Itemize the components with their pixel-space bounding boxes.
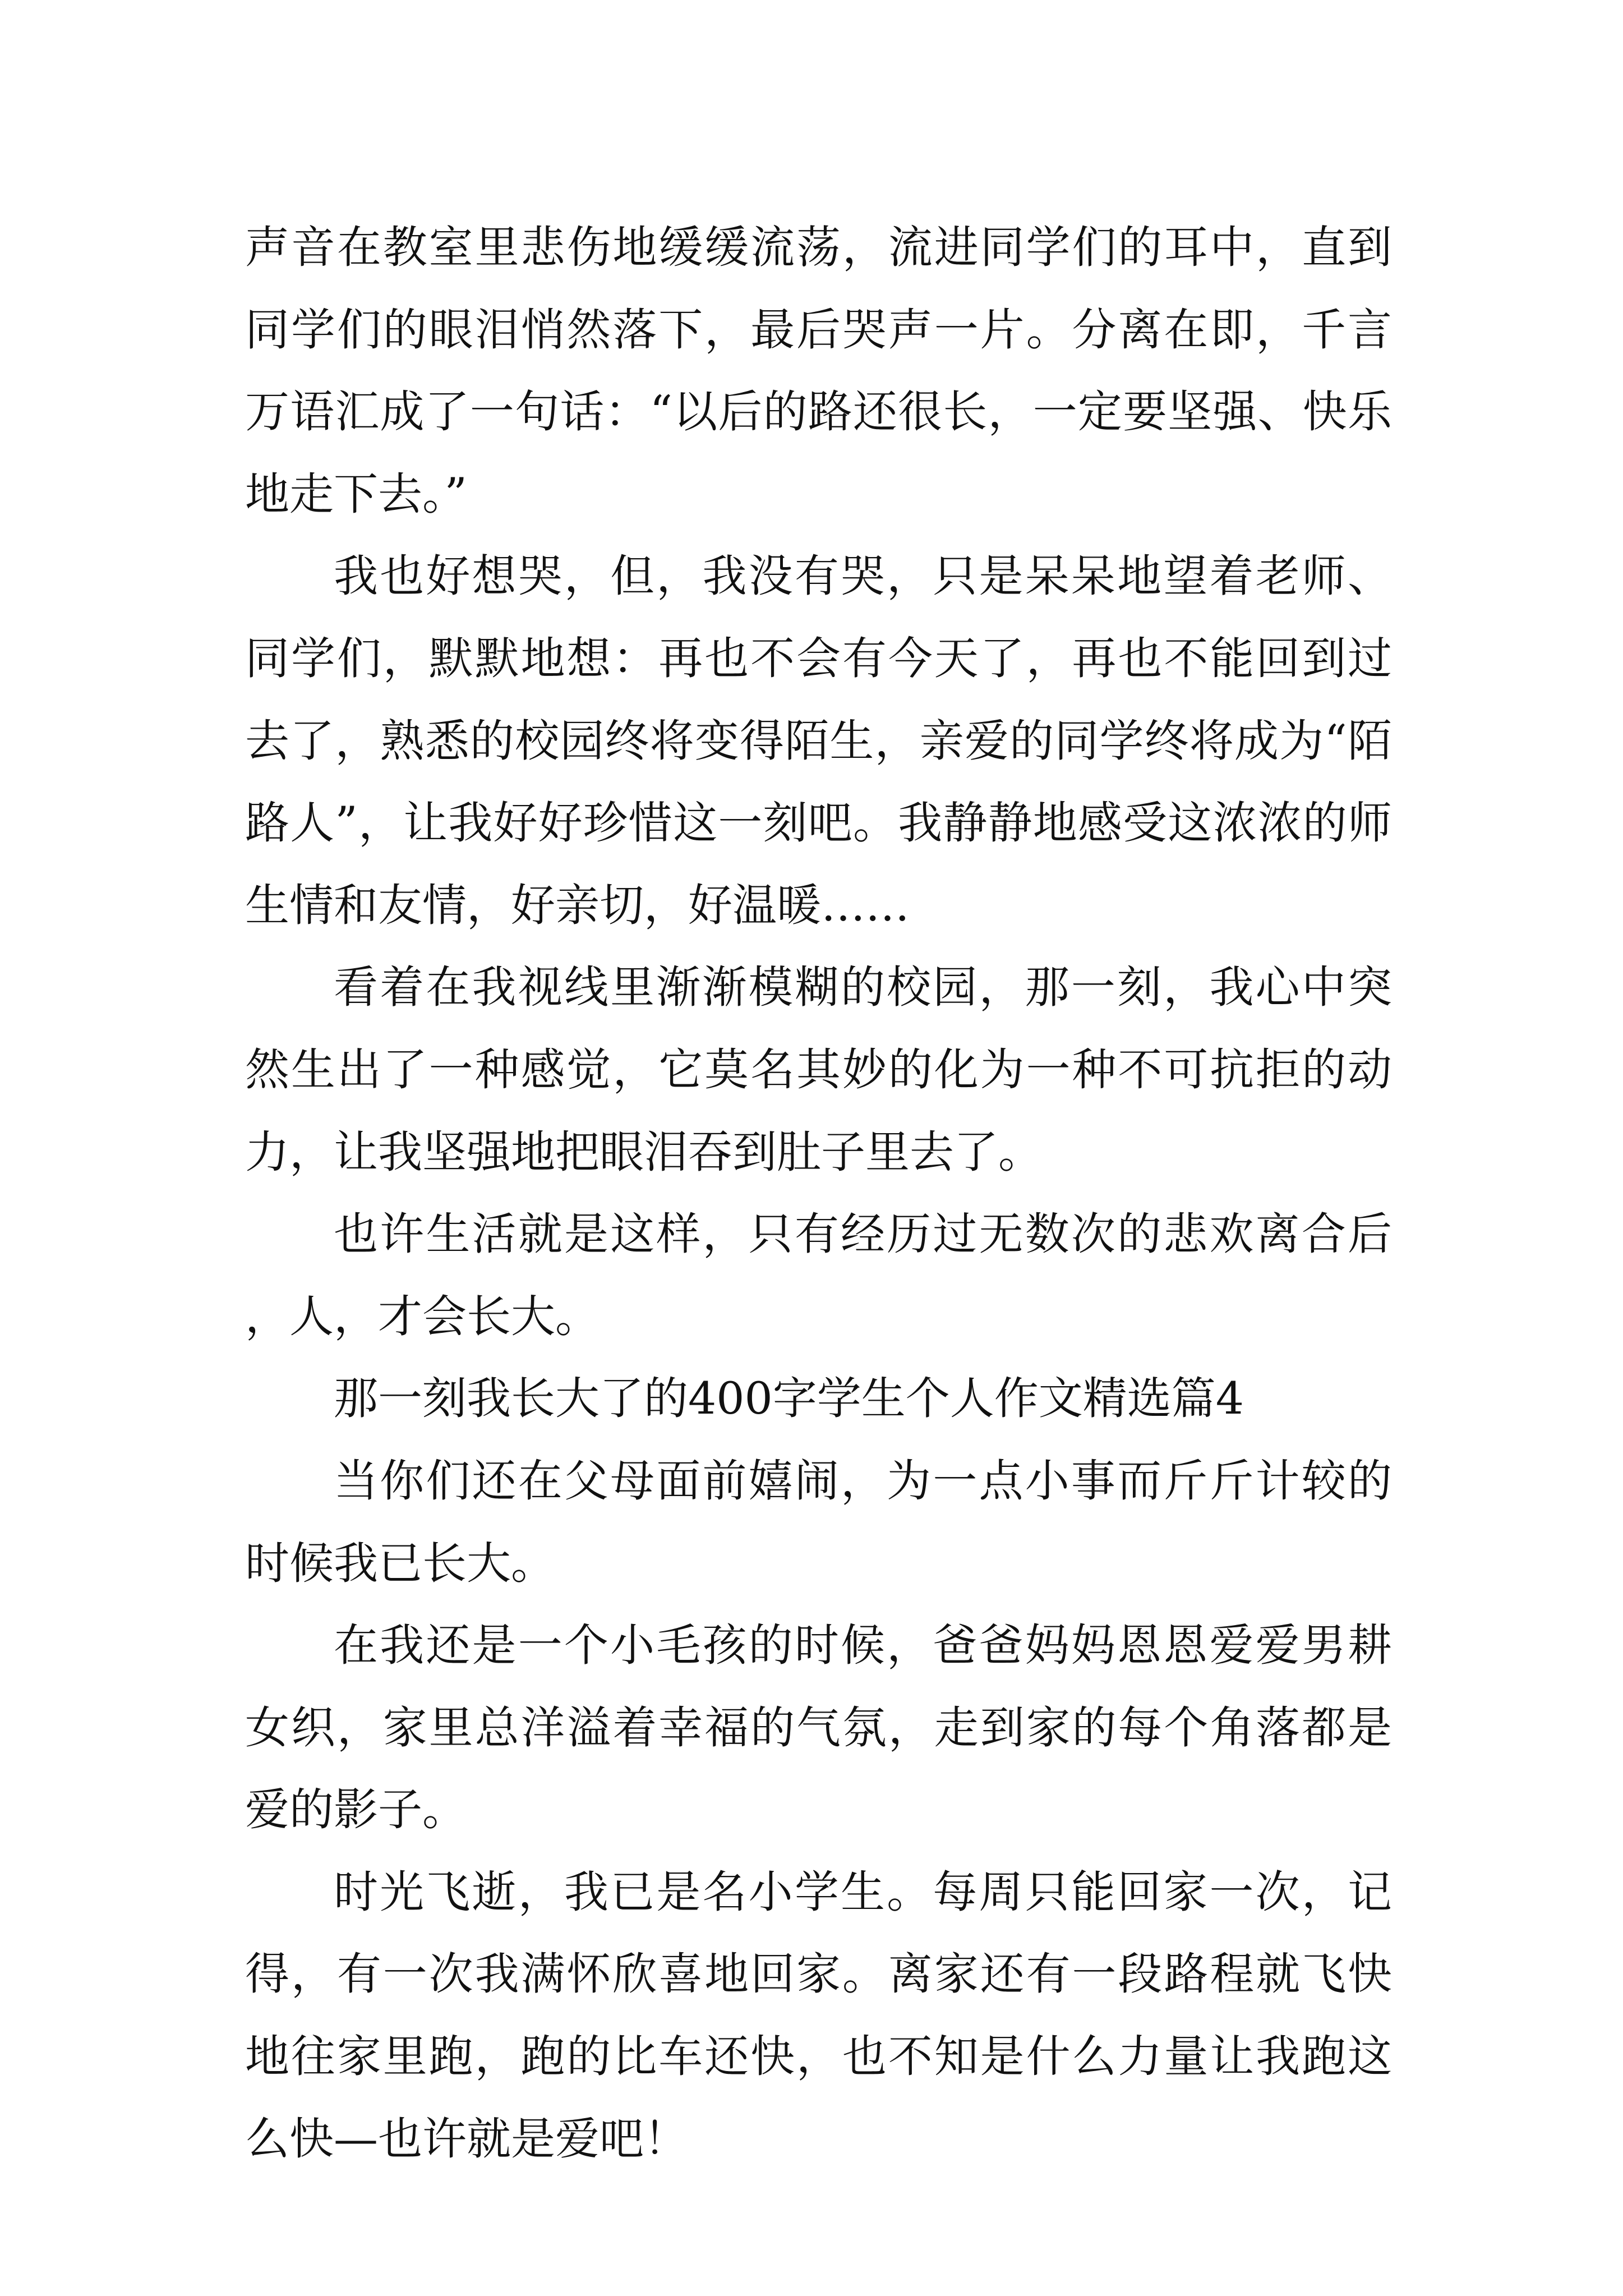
paragraph-3: 看着在我视线里渐渐模糊的校园，那一刻，我心中突然生出了一种感觉，它莫名其妙的化为一种不可抗拒的动力，让我坚强地把眼泪吞到肚子里去了。 — [245, 961, 1392, 1178]
paragraph-1: 声音在教室里悲伤地缓缓流荡，流进同学们的耳中，直到同学们的眼泪悄然落下，最后哭声一片。分离在即，千言万语汇成了一句话：“以后的路还很长，一定要坚强、快乐地走下去。” — [245, 222, 1392, 520]
section-heading: 那一刻我长大了的400字学生个人作文精选篇4 — [334, 1373, 1244, 1425]
document-body — [245, 206, 1392, 2180]
paragraph-4: 也许生活就是这样，只有经历过无数次的悲欢离合后，人，才会长大。 — [245, 1208, 1392, 1342]
paragraph-2: 我也好想哭，但，我没有哭，只是呆呆地望着老师、同学们，默默地想：再也不会有今天了，再也不能回到过去了，熟悉的校园终将变得陌生，亲爱的同学终将成为“陌路人”，让我好好珍惜这一刻吧。我静静地感受这浓浓的师生情和友情，好亲切，好温暖…… — [245, 550, 1392, 931]
paragraph-6: 在我还是一个小毛孩的时候，爸爸妈妈恩恩爱爱男耕女织，家里总洋溢着幸福的气氛，走到家的每个角落都是爱的影子。 — [245, 1619, 1392, 1836]
paragraph-7: 时光飞逝，我已是名小学生。每周只能回家一次，记得，有一次我满怀欣喜地回家。离家还有一段路程就飞快地往家里跑，跑的比车还快，也不知是什么力量让我跑这么快—也许就是爱吧！ — [245, 1866, 1392, 2165]
paragraph-5: 当你们还在父母面前嬉闹，为一点小事而斤斤计较的时候我已长大。 — [245, 1455, 1392, 1589]
